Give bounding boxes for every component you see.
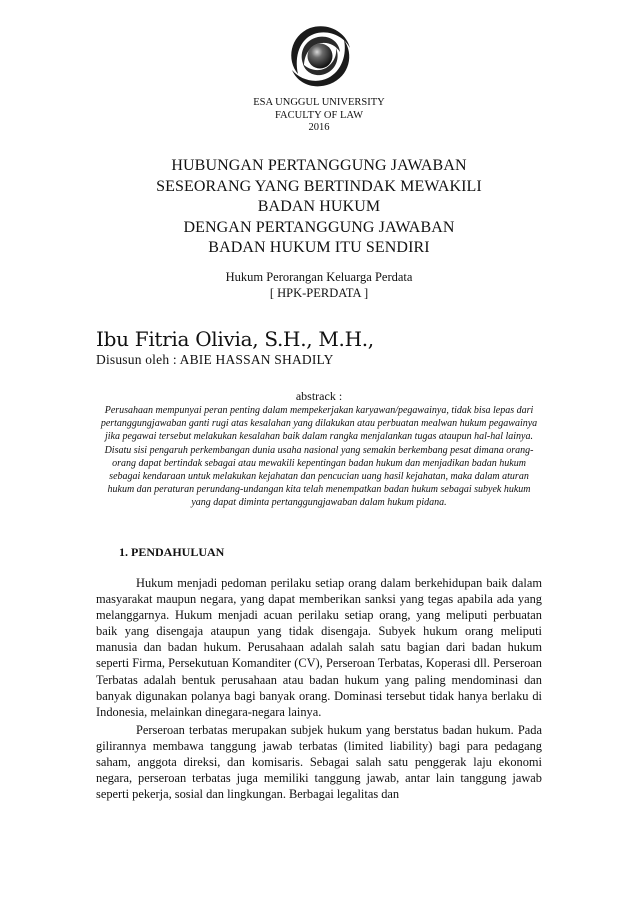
affiliation-block xyxy=(0,97,638,135)
abstract-body: Perusahaan mempunyai peran penting dalam mempekerjakan karyawan/pegawainya, tidak bisa lepas dari pertanggungjawaban ganti rugi atas kesalahan yang dilakukan atau perbuatan mealwan hukum pegawainya jika pegawai tersebut melakukan kesalahan baik dalam rangka menjalankan tugas ataupun hal-hal lainya. Disatu sisi pengaruh perkembangan dunia usaha nasional yang semakin berkembang pesat dimana orang-orang dapat bertindak sebagai atau mewakili kepentingan badan hukum dan menjadikan badan hukum sebagai kendaraan untuk melakukan kejahatan dan pencucian uang hasil kejahatan, maka dalam aturan hukum dan peraturan perundang-undangan kita telah menempatkan badan hukum sebagai subyek hukum yang dapat diminta pertanggungjawaban dalam hukum pidana. xyxy=(100,405,538,509)
course-name: Hukum Perorangan Keluarga Perdata xyxy=(225,270,413,284)
course-subtitle xyxy=(0,270,638,301)
university-logo-icon xyxy=(284,20,356,92)
paper-title xyxy=(0,156,638,259)
university-name: ESA UNGGUL UNIVERSITY xyxy=(253,97,385,108)
abstract-heading: abstrack : xyxy=(295,389,343,403)
course-code: [ HPK-PERDATA ] xyxy=(269,285,369,300)
section-heading: 1. PENDAHULUAN xyxy=(119,545,225,559)
title-line: DENGAN PERTANGGUNG JAWABAN xyxy=(183,218,455,236)
title-line: SESEORANG YANG BERTINDAK MEWAKILI xyxy=(156,177,482,195)
title-line: BADAN HUKUM ITU SENDIRI xyxy=(208,239,430,256)
title-line: HUBUNGAN PERTANGGUNG JAWABAN xyxy=(171,157,467,174)
paragraph-text: Perseroan terbatas merupakan subjek hukum yang berstatus badan hukum. Pada gilirannya membawa tanggung jawab terbatas (limited liability) bagi para pedagang saham, anggota direksi, dan komisaris. Sebagai salah satu penggerak laju ekonomi negara, perseroan terbatas juga memiliki tanggung jawab, antar lain tanggung jawab seperti pekerja, sosial dan lingkungan. Berbagai legalitas dan xyxy=(96,723,542,802)
title-line: BADAN HUKUM xyxy=(257,198,381,215)
faculty-name: FACULTY OF LAW xyxy=(274,109,364,121)
body-paragraph xyxy=(96,575,542,720)
compiled-by: Disusun oleh : ABIE HASSAN SHADILY xyxy=(96,352,334,367)
publication-year: 2016 xyxy=(308,122,330,133)
body-paragraph xyxy=(96,722,542,802)
author-name: Ibu Fitria Olivia, S.H., M.H., xyxy=(96,327,374,351)
paragraph-text: Hukum menjadi pedoman perilaku setiap orang dalam berkehidupan baik dalam masyarakat maupun negara, yang dapat memberikan sanksi yang tegas apabila ada yang melanggarnya. Hukum menjadi acuan perilaku setiap orang, yang meliputi perbuatan baik yang disengaja ataupun yang tidak disengaja. Subyek hukum orang meliputi manusia dan badan hukum. Perusahaan adalah salah satu bagian dari badan hukum seperti Firma, Persekutuan Komanditer (CV), Perseroan Terbatas, Koperasi dll. Perseroan Terbatas adalah bentuk perusahaan atau badan hukum yang paling mendominasi dan banyak digunakan polanya bagi banyak orang. Dominasi tersebut tidak hanya berlaku di Indonesia, melainkan dinegara-negara lainya. xyxy=(96,576,542,719)
